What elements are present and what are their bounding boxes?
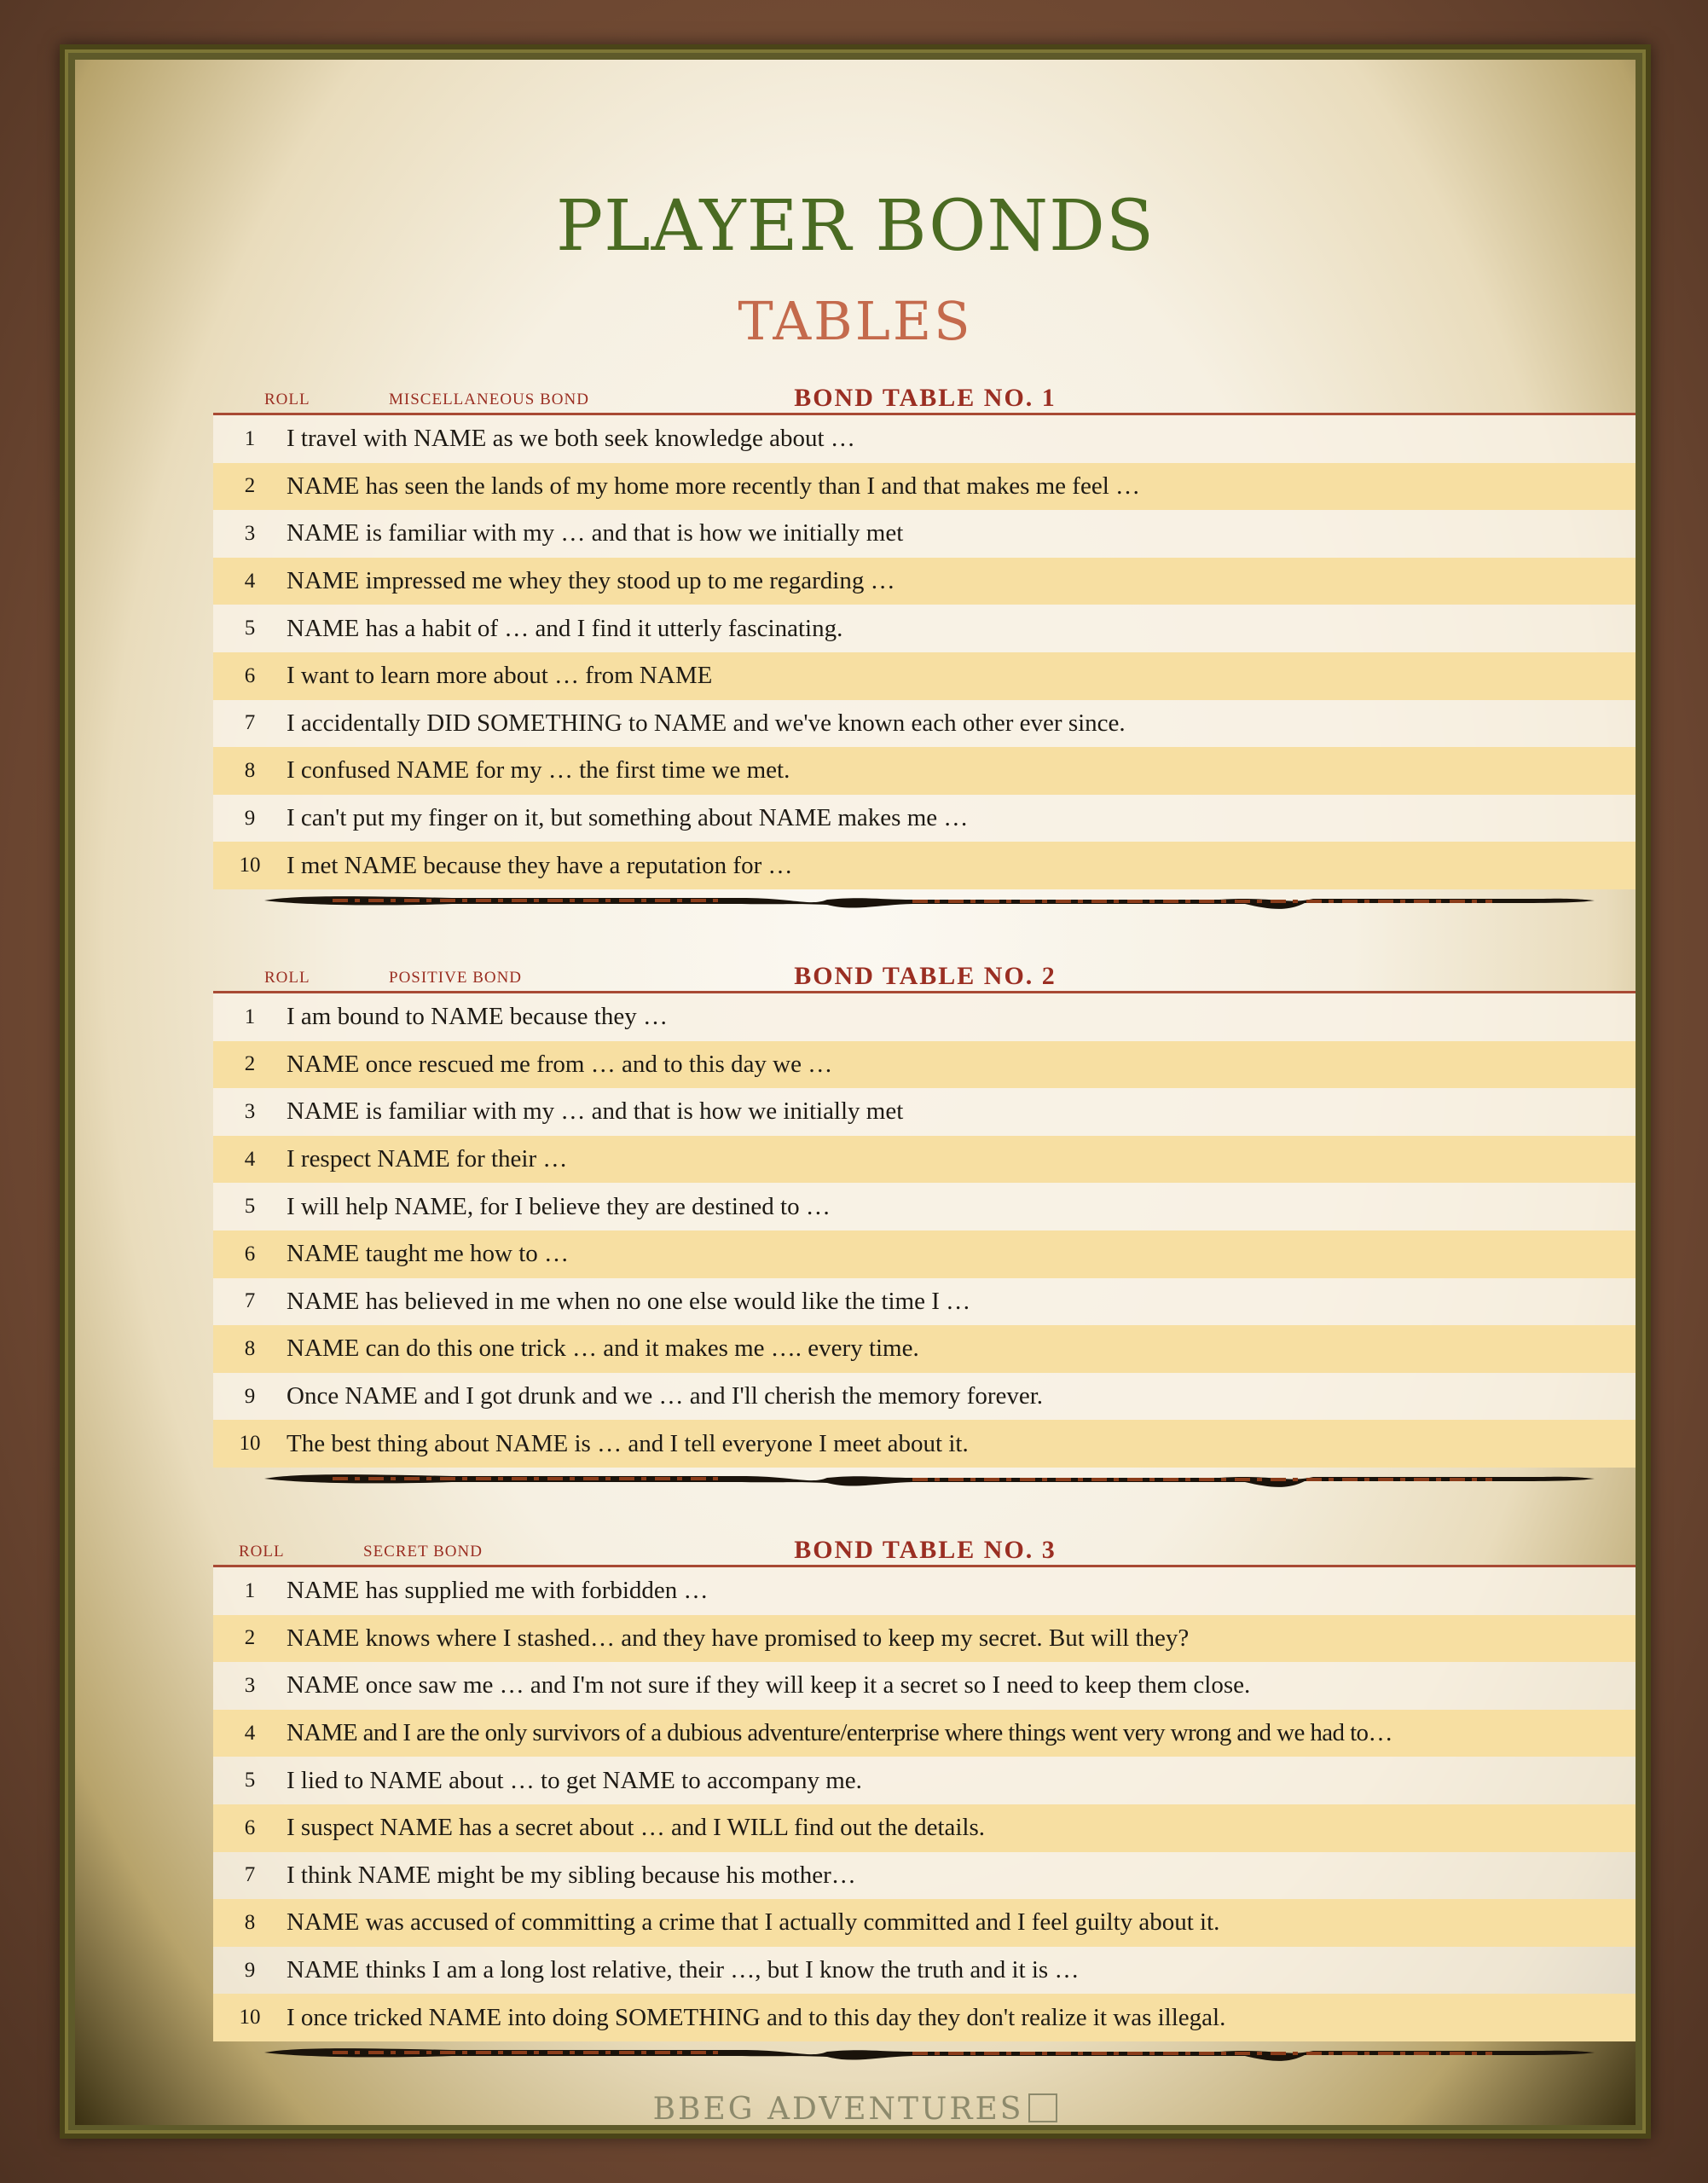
- table-row: [213, 747, 1636, 795]
- roll-number: 3: [244, 521, 256, 545]
- table-row: [213, 1899, 1636, 1947]
- bond-text: I suspect NAME has a secret about … and I WILL find out the details.: [287, 1814, 986, 1842]
- table-row: [213, 1947, 1636, 1995]
- bond-text: NAME is familiar with my … and that is how we initially met: [287, 1097, 904, 1126]
- bond-text: I confused NAME for my … the first time we met.: [287, 756, 790, 785]
- bond-text: I respect NAME for their …: [287, 1145, 568, 1173]
- roll-number: 6: [244, 663, 256, 687]
- roll-number: 1: [244, 426, 256, 450]
- roll-number: 7: [244, 1289, 256, 1313]
- footer-brand: BBEG ADVENTURES: [652, 2092, 1024, 2125]
- table-row: [213, 652, 1636, 700]
- table-row: [213, 1325, 1636, 1373]
- bond-text: NAME was accused of committing a crime that I actually committed and I feel guilty about it.: [287, 1908, 1220, 1937]
- roll-number: 4: [244, 569, 256, 593]
- table-row: [213, 1373, 1636, 1421]
- roll-number: 3: [244, 1673, 256, 1697]
- bond-table-3: [213, 1534, 1636, 2041]
- category-label: MISCELLANEOUS BOND: [389, 391, 589, 408]
- table-row: [213, 1994, 1636, 2041]
- category-label: POSITIVE BOND: [389, 969, 523, 987]
- roll-column-label: ROLL: [264, 969, 310, 987]
- table-row: [213, 558, 1636, 605]
- table-row: [213, 1230, 1636, 1278]
- bond-text: I met NAME because they have a reputation for …: [287, 851, 793, 879]
- table-row: [213, 605, 1636, 652]
- roll-number: 4: [244, 1147, 256, 1171]
- table-row: [213, 700, 1636, 748]
- table-header: [213, 382, 1636, 415]
- roll-number: 6: [244, 1815, 256, 1839]
- roll-number: 2: [244, 474, 256, 498]
- bond-text: I am bound to NAME because they …: [287, 1003, 668, 1031]
- roll-column-label: ROLL: [264, 391, 310, 408]
- roll-number: 9: [244, 1958, 256, 1982]
- roll-number: 10: [239, 1432, 261, 1456]
- table-row: [213, 1088, 1636, 1136]
- footer: [75, 2092, 1636, 2125]
- page: [75, 60, 1636, 2125]
- table-row: [213, 1757, 1636, 1804]
- bond-table-2: [213, 960, 1636, 1468]
- roll-number: 5: [244, 1195, 256, 1219]
- bond-text: NAME taught me how to …: [287, 1240, 570, 1268]
- bond-text: NAME once saw me … and I'm not sure if they will keep it a secret so I need to keep them close.: [287, 1671, 1251, 1699]
- bond-text: NAME has seen the lands of my home more recently than I and that makes me feel …: [287, 472, 1140, 500]
- table-row: [213, 1567, 1636, 1615]
- bond-text: Once NAME and I got drunk and we … and I'll cherish the memory forever.: [287, 1382, 1044, 1410]
- table-name: BOND TABLE NO. 3: [794, 1536, 1057, 1564]
- table-rows: [213, 993, 1636, 1468]
- bond-text: NAME has supplied me with forbidden …: [287, 1577, 709, 1605]
- roll-number: 8: [244, 1336, 256, 1360]
- table-name: BOND TABLE NO. 2: [794, 962, 1057, 990]
- bond-table-1: [213, 382, 1636, 889]
- roll-number: 8: [244, 758, 256, 782]
- table-row: [213, 510, 1636, 558]
- roll-number: 1: [244, 1005, 256, 1028]
- table-row: [213, 1852, 1636, 1900]
- table-row: [213, 1183, 1636, 1230]
- table-row: [213, 1615, 1636, 1663]
- roll-number: 8: [244, 1910, 256, 1934]
- bond-text: I travel with NAME as we both seek knowledge about …: [287, 425, 855, 453]
- table-row: [213, 1662, 1636, 1710]
- bond-text: NAME and I are the only survivors of a dubious adventure/enterprise where things went very wrong and we had to…: [287, 1719, 1392, 1747]
- table-header: [213, 960, 1636, 993]
- ornamental-divider: [264, 1466, 1595, 1491]
- ornamental-divider: [264, 888, 1595, 913]
- bond-text: NAME thinks I am a long lost relative, their …, but I know the truth and it is …: [287, 1956, 1080, 1984]
- roll-number: 1: [244, 1578, 256, 1602]
- table-row: [213, 1041, 1636, 1089]
- bond-text: NAME is familiar with my … and that is how we initially met: [287, 519, 904, 547]
- roll-number: 7: [244, 1863, 256, 1887]
- table-row: [213, 1804, 1636, 1852]
- table-row: [213, 993, 1636, 1041]
- roll-number: 9: [244, 806, 256, 830]
- bond-text: The best thing about NAME is … and I tell everyone I meet about it.: [287, 1429, 969, 1457]
- bond-text: NAME impressed me whey they stood up to me regarding …: [287, 567, 895, 595]
- roll-number: 4: [244, 1721, 256, 1745]
- bond-text: I think NAME might be my sibling because his mother…: [287, 1861, 856, 1889]
- roll-number: 7: [244, 711, 256, 735]
- bond-text: I want to learn more about … from NAME: [287, 662, 713, 690]
- table-row: [213, 1710, 1636, 1757]
- table-row: [213, 842, 1636, 889]
- bond-text: I once tricked NAME into doing SOMETHING and to this day they don't realize it was illegal.: [287, 2003, 1226, 2031]
- roll-number: 5: [244, 1769, 256, 1792]
- bond-text: NAME has believed in me when no one else would like the time I …: [287, 1287, 971, 1315]
- bond-text: NAME once rescued me from … and to this day we …: [287, 1050, 833, 1078]
- brand-logo-icon: [1028, 2093, 1057, 2122]
- table-header: [213, 1534, 1636, 1567]
- bond-text: NAME can do this one trick … and it makes me …. every time.: [287, 1335, 919, 1363]
- table-rows: [213, 1567, 1636, 2041]
- roll-column-label: ROLL: [239, 1543, 285, 1561]
- table-row: [213, 1136, 1636, 1184]
- bond-text: I can't put my finger on it, but something about NAME makes me …: [287, 804, 969, 832]
- roll-number: 10: [239, 854, 261, 877]
- table-row: [213, 463, 1636, 511]
- table-rows: [213, 415, 1636, 889]
- ornamental-divider: [264, 2040, 1595, 2065]
- roll-number: 2: [244, 1626, 256, 1650]
- table-row: [213, 795, 1636, 843]
- table-name: BOND TABLE NO. 1: [794, 384, 1057, 412]
- bond-text: NAME knows where I stashed… and they have promised to keep my secret. But will they?: [287, 1624, 1190, 1652]
- category-label: SECRET BOND: [363, 1543, 483, 1561]
- bond-text: NAME has a habit of … and I find it utterly fascinating.: [287, 614, 843, 642]
- bond-text: I will help NAME, for I believe they are destined to …: [287, 1192, 831, 1220]
- roll-number: 6: [244, 1242, 256, 1265]
- page-subtitle: TABLES: [738, 290, 973, 352]
- roll-number: 10: [239, 2006, 261, 2030]
- roll-number: 5: [244, 617, 256, 640]
- roll-number: 2: [244, 1052, 256, 1076]
- bond-text: I lied to NAME about … to get NAME to accompany me.: [287, 1766, 862, 1794]
- bond-text: I accidentally DID SOMETHING to NAME and we've known each other ever since.: [287, 709, 1126, 737]
- roll-number: 9: [244, 1384, 256, 1408]
- table-row: [213, 1420, 1636, 1468]
- roll-number: 3: [244, 1099, 256, 1123]
- table-row: [213, 415, 1636, 463]
- page-title: PLAYER BONDS: [556, 186, 1155, 267]
- table-row: [213, 1278, 1636, 1326]
